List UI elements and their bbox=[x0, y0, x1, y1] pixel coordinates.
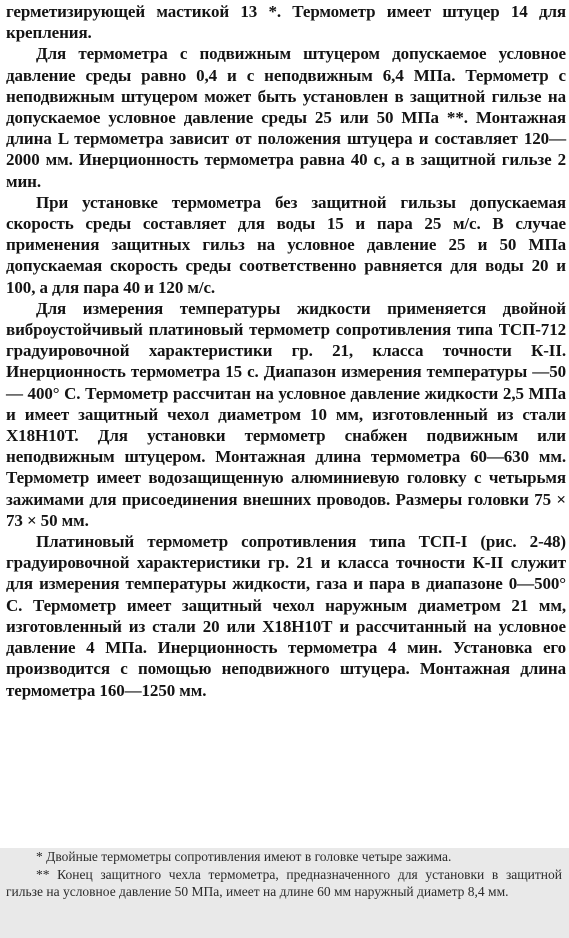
footnotes-area bbox=[0, 848, 569, 938]
paragraph-continuation: герметизирующей мастикой 13 *. Термометр имеет штуцер 14 для крепления. bbox=[6, 2, 566, 43]
paragraph-tsp-1: Платиновый термометр сопротивления типа ТСП-I (рис. 2-48) градуировочной характеристики гр. 21 и класса точности К-II служит для измерения температуры жидкости, газа и пара в диапазоне 0—500° С. Термометр имеет защитный чехол наружным диаметром 21 мм, изготовленный из стали 20 или Х18Н10Т и рассчитанный на условное давление 4 МПа. Инерционность термометра 4 мин. Установка его производится с помощью неподвижного штуцера. Монтажная длина термометра 160—1250 мм. bbox=[6, 532, 566, 700]
footnotes-text bbox=[6, 848, 562, 901]
paragraph-flow-speed: При установке термометра без защитной гильзы допускаемая скорость среды составляет для воды 15 и пара 25 м/с. В случае применения защитных гильз на условное давление 25 и 50 МПа допускаемая скорость среды соответственно равняется для воды 20 и 100, а для пара 40 и 120 м/с. bbox=[6, 192, 566, 297]
paragraph-pressure-length: Для термометра с подвижным штуцером допускаемое условное давление среды равно 0,4 и с неподвижным 6,4 МПа. Термометр с неподвижным штуцером может быть установлен в защитной гильзе на допускаемое условное давление среды 25 или 50 МПа **. Монтажная длина L термометра зависит от положения штуцера и составляет 120—2000 мм. Инерционность термометра равна 40 с, а в защитной гильзе 2 мин. bbox=[6, 44, 566, 191]
footnote-2: ** Конец защитного чехла термометра, предназначенного для установки в защитной гильзе на условное давление 50 МПа, имеет на длине 60 мм наружный диаметр 8,4 мм. bbox=[6, 866, 562, 899]
paragraph-tsp-712: Для измерения температуры жидкости применяется двойной виброустойчивый платиновый термометр сопротивления типа ТСП-712 градуировочной характеристики гр. 21, класса точности К-II. Инерционность термометра 15 с. Диапазон измерения температуры —50 — 400° С. Термометр рассчитан на условное давление жидкости 2,5 МПа и имеет защитный чехол диаметром 10 мм, изготовленный из стали Х18Н10Т. Для установки термометр снабжен подвижным или неподвижным штуцером. Монтажная длина термометра 60—630 мм. Термометр имеет водозащищенную алюминиевую головку с четырьмя зажимами для присоединения внешних проводов. Размеры головки 75 × 73 × 50 мм. bbox=[6, 298, 566, 530]
footnote-1: * Двойные термометры сопротивления имеют в головке четыре зажима. bbox=[36, 849, 452, 864]
main-text bbox=[6, 1, 566, 701]
